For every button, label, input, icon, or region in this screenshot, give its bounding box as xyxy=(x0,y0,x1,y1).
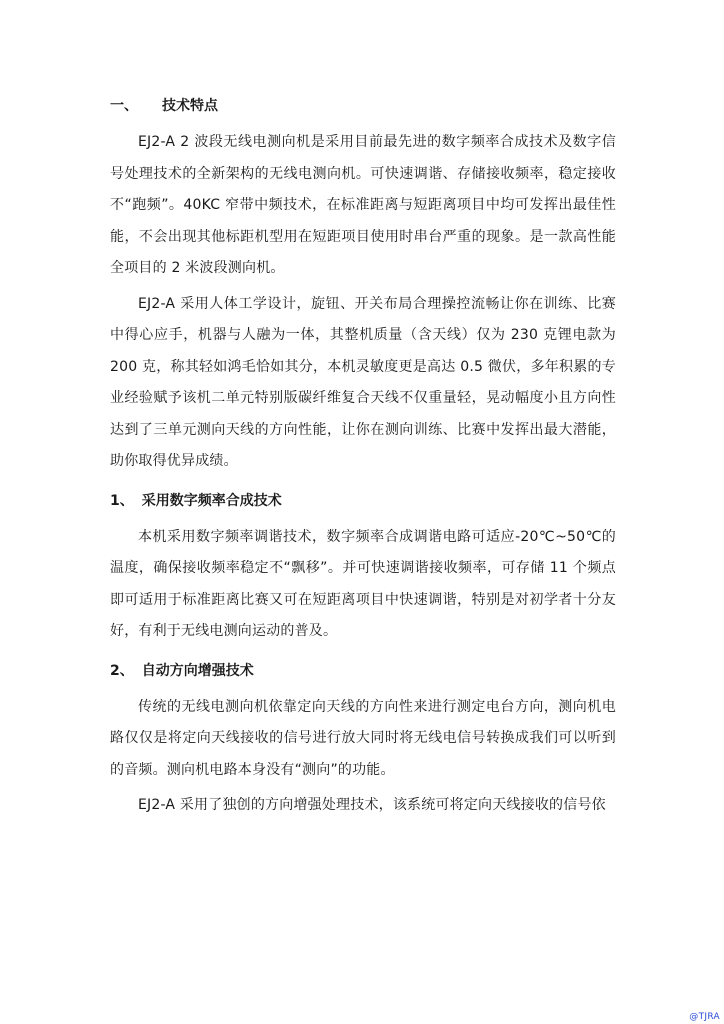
paragraph-traditional-receiver: 传统的无线电测向机依靠定向天线的方向性来进行测定电台方向，测向机电路仅仅是将定向天线接收的信号进行放大同时将无线电信号转换成我们可以听到的音频。测向机电路本身没有“测向”的功能。 xyxy=(110,698,616,778)
paragraph-digital-tuning: 本机采用数字频率调谐技术，数字频率合成调谐电路可适应-20℃~50℃的温度，确保接收频率稳定不“飘移”。并可快速调谐接收频率，可存储 11 个频点即可适用于标准距离比赛又可在短距离项目中快速调谐，特别是对初学者十分友好，有利于无线电测向运动的普及。 xyxy=(110,528,616,639)
section-title: 技术特点 xyxy=(162,98,218,114)
subsection-title: 自动方向增强技术 xyxy=(141,662,254,679)
document-body xyxy=(110,93,616,822)
paragraph-intro: EJ2-A 2 波段无线电测向机是采用目前最先进的数字频率合成技术及数字信号处理技术的全新架构的无线电测向机。可快速调谐、存储接收频率，稳定接收不“跑频”。40KC 窄带中频技术，在标准距离与短距离项目中均可发挥出最佳性能，不会出现其他标距机型用在短距项目使用时串台严重的现象。是一款高性能全项目的 2 米波段测向机。 xyxy=(110,134,616,276)
paragraph-ergonomics: EJ2-A 采用人体工学设计，旋钮、开关布局合理操控流畅让你在训练、比赛中得心应手，机器与人融为一体，其整机质量（含天线）仅为 230 克锂电款为 200 克，称其轻如鸿毛恰如其分，本机灵敏度更是高达 0.5 微伏，多年积累的专业经验赋予该机二单元特别版碳纤维复合天线不仅重量轻，晃动幅度小且方向性达到了三单元测向天线的方向性能，让你在测向训练、比赛中发挥出最大潜能，助你取得优异成绩。 xyxy=(110,295,616,469)
watermark-label: @TJRA xyxy=(689,1012,720,1022)
section-heading-technical-features xyxy=(110,93,616,119)
subsection-heading-digital-synthesis xyxy=(110,488,616,514)
subsection-number: 2、 xyxy=(110,662,134,679)
subsection-heading-direction-enhancement xyxy=(110,658,616,684)
paragraph-direction-processing: EJ2-A 采用了独创的方向增强处理技术，该系统可将定向天线接收的信号依 xyxy=(138,797,606,813)
subsection-number: 1、 xyxy=(110,492,134,509)
section-number: 一、 xyxy=(110,98,138,114)
subsection-title: 采用数字频率合成技术 xyxy=(141,492,282,509)
